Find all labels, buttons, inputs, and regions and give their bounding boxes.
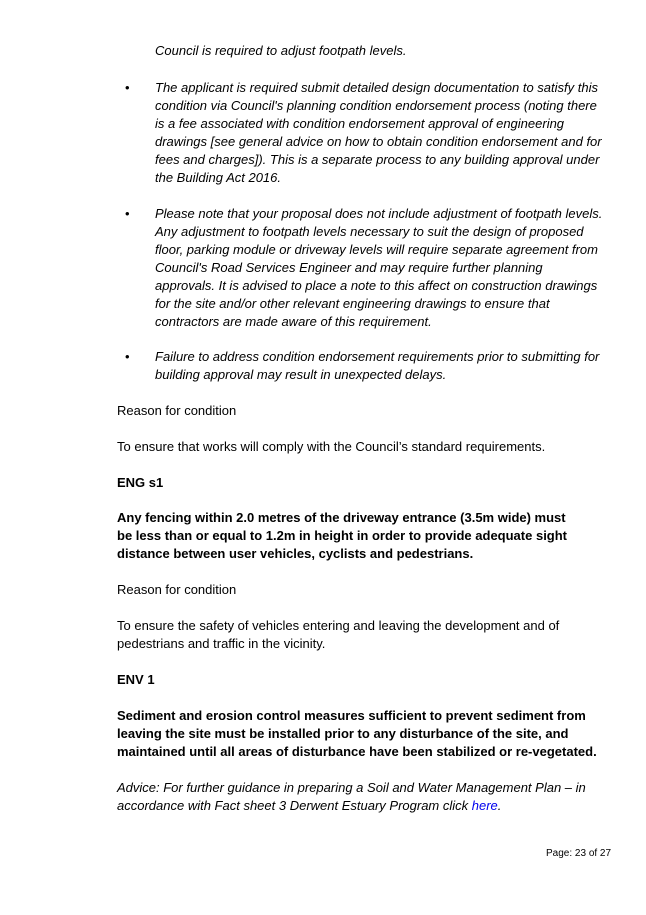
section-heading-eng-s1: ENG s1: [117, 475, 164, 490]
advice-paragraph: [117, 779, 617, 815]
bullet-line: Failure to address condition endorsement requirements prior to submitting for: [155, 349, 600, 364]
bullet-line: contractors are made aware of this requirement.: [155, 314, 432, 329]
bullet-marker: •: [125, 206, 130, 221]
condition-line: Sediment and erosion control measures sufficient to prevent sediment from: [117, 708, 586, 723]
condition-line: leaving the site must be installed prior to any disturbance of the site, and: [117, 726, 569, 741]
bullet-line: the Building Act 2016.: [155, 170, 281, 185]
bullet-line: Any adjustment to footpath levels necessary to suit the design of proposed: [155, 224, 584, 239]
reason-text: [117, 617, 617, 653]
condition-line: Any fencing within 2.0 metres of the driveway entrance (3.5m wide) must: [117, 510, 566, 525]
bullet-line: floor, parking module or driveway levels will require separate agreement from: [155, 242, 598, 257]
bullet-item-footpath-levels: [155, 205, 615, 331]
reason-text: To ensure that works will comply with the Council’s standard requirements.: [117, 439, 546, 454]
bullet-marker: •: [125, 80, 130, 95]
bullet-marker: •: [125, 349, 130, 364]
bullet-line: condition via Council's planning condition endorsement process (noting there: [155, 98, 597, 113]
advice-line-2: [117, 797, 617, 815]
bullet-item-endorsement-delays: [155, 348, 615, 384]
here-link[interactable]: here: [471, 798, 498, 813]
bullet-line: Please note that your proposal does not include adjustment of footpath levels.: [155, 206, 603, 221]
bullet-line: building approval may result in unexpected delays.: [155, 367, 447, 382]
condition-line: be less than or equal to 1.2m in height in order to provide adequate sight: [117, 528, 568, 543]
condition-env-1: [117, 707, 617, 761]
reason-line: To ensure the safety of vehicles entering and leaving the development and of: [117, 618, 560, 633]
bullet-line: approvals. It is advised to place a note to this affect on construction drawings: [155, 278, 598, 293]
bullet-line: drawings [see general advice on how to obtain condition endorsement and for: [155, 134, 602, 149]
bullet-line: is a fee associated with condition endorsement approval of engineering: [155, 116, 565, 131]
condition-line: distance between user vehicles, cyclists and pedestrians.: [117, 546, 474, 561]
advice-text: accordance with Fact sheet 3 Derwent Estuary Program click: [117, 798, 472, 813]
bullet-line: The applicant is required submit detailed design documentation to satisfy this: [155, 80, 598, 95]
section-heading-env-1: ENV 1: [117, 672, 155, 687]
page-number: Page: 23 of 27: [546, 848, 612, 859]
continuation-text: Council is required to adjust footpath levels.: [155, 43, 407, 58]
bullet-line: Council's Road Services Engineer and may require further planning: [155, 260, 543, 275]
reason-label: Reason for condition: [117, 582, 237, 597]
condition-line: maintained until all areas of disturbance have been stabilized or re-vegetated.: [117, 744, 597, 759]
bullet-line: fees and charges]). This is a separate process to any building approval under: [155, 152, 600, 167]
reason-line: pedestrians and traffic in the vicinity.: [117, 636, 326, 651]
reason-label: Reason for condition: [117, 403, 237, 418]
advice-line: Advice: For further guidance in preparing a Soil and Water Management Plan – in: [117, 780, 586, 795]
bullet-item-design-documentation: [155, 79, 615, 187]
condition-eng-s1: [117, 509, 617, 563]
bullet-line: for the site and/or other relevant engineering drawings to ensure that: [155, 296, 550, 311]
advice-period: .: [497, 798, 502, 813]
